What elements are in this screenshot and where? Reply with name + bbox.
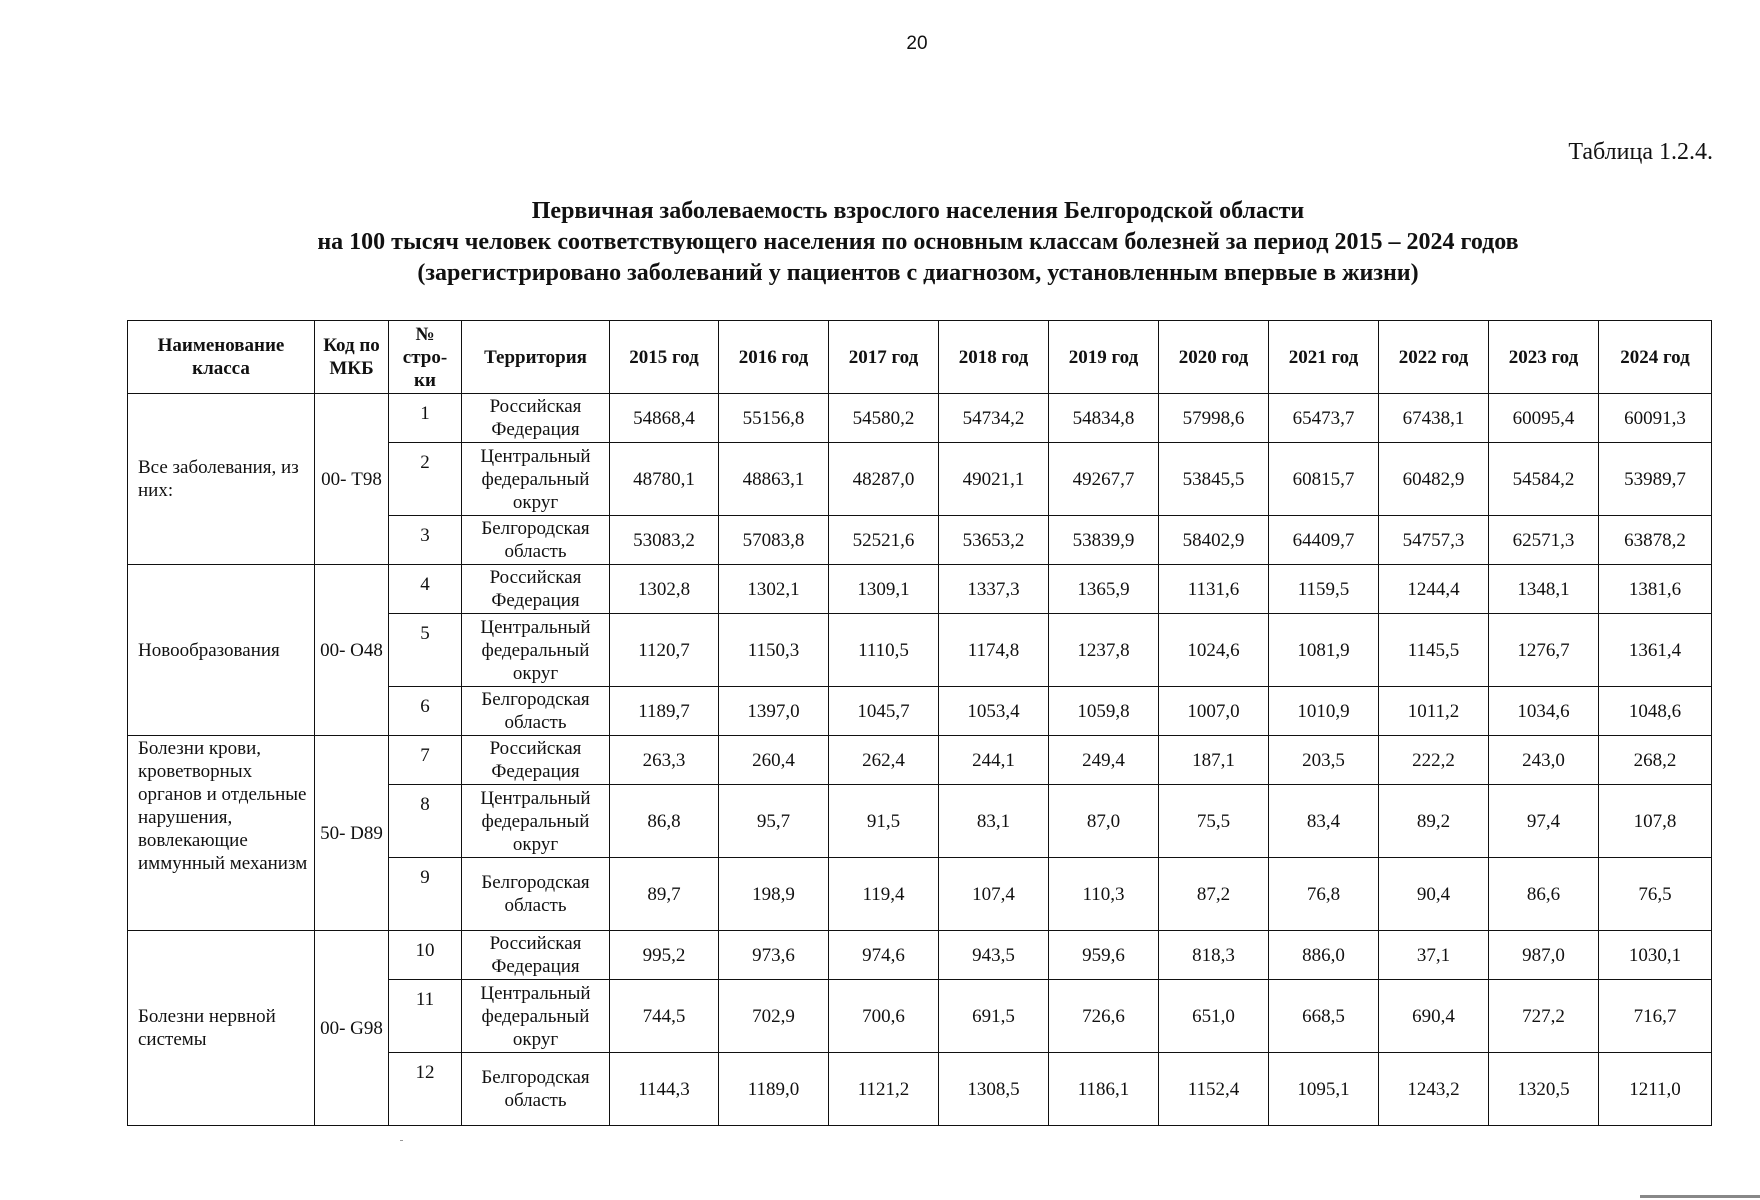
scan-artifact: [400, 1140, 403, 1141]
row-number-cell: 12: [389, 1053, 462, 1126]
value-cell: 75,5: [1159, 785, 1269, 858]
value-cell: 203,5: [1269, 736, 1379, 785]
value-cell: 1276,7: [1489, 614, 1599, 687]
header-year: 2019 год: [1049, 321, 1159, 394]
value-cell: 60095,4: [1489, 394, 1599, 443]
header-year: 2021 год: [1269, 321, 1379, 394]
value-cell: 818,3: [1159, 931, 1269, 980]
value-cell: 1144,3: [610, 1053, 719, 1126]
value-cell: 249,4: [1049, 736, 1159, 785]
value-cell: 1308,5: [939, 1053, 1049, 1126]
value-cell: 87,0: [1049, 785, 1159, 858]
territory-cell: Центральный федеральный округ: [462, 614, 610, 687]
value-cell: 716,7: [1599, 980, 1712, 1053]
header-code: Код по МКБ: [315, 321, 389, 394]
table-label: Таблица 1.2.4.: [1568, 139, 1713, 165]
value-cell: 702,9: [719, 980, 829, 1053]
value-cell: 1309,1: [829, 565, 939, 614]
row-number-cell: 6: [389, 687, 462, 736]
icd-code-cell: 00- О48: [315, 565, 389, 736]
header-year: 2018 год: [939, 321, 1049, 394]
row-number-cell: 5: [389, 614, 462, 687]
value-cell: 1131,6: [1159, 565, 1269, 614]
value-cell: 726,6: [1049, 980, 1159, 1053]
row-number-cell: 1: [389, 394, 462, 443]
territory-cell: Российская Федерация: [462, 736, 610, 785]
table-body: [128, 394, 1712, 1126]
value-cell: 198,9: [719, 858, 829, 931]
value-cell: 744,5: [610, 980, 719, 1053]
value-cell: 1361,4: [1599, 614, 1712, 687]
value-cell: 727,2: [1489, 980, 1599, 1053]
value-cell: 1150,3: [719, 614, 829, 687]
value-cell: 48863,1: [719, 443, 829, 516]
value-cell: 62571,3: [1489, 516, 1599, 565]
value-cell: 1059,8: [1049, 687, 1159, 736]
value-cell: 1381,6: [1599, 565, 1712, 614]
header-class-name: Наименование класса: [128, 321, 315, 394]
value-cell: 243,0: [1489, 736, 1599, 785]
value-cell: 53845,5: [1159, 443, 1269, 516]
value-cell: 1030,1: [1599, 931, 1712, 980]
value-cell: 87,2: [1159, 858, 1269, 931]
value-cell: 97,4: [1489, 785, 1599, 858]
class-name-cell: Болезни нервной системы: [128, 931, 315, 1126]
value-cell: 1034,6: [1489, 687, 1599, 736]
header-year: 2015 год: [610, 321, 719, 394]
territory-cell: Российская Федерация: [462, 394, 610, 443]
value-cell: 119,4: [829, 858, 939, 931]
value-cell: 107,4: [939, 858, 1049, 931]
value-cell: 76,5: [1599, 858, 1712, 931]
morbidity-table: [127, 320, 1712, 1126]
row-number-cell: 9: [389, 858, 462, 931]
value-cell: 1007,0: [1159, 687, 1269, 736]
title-line-3: (зарегистрировано заболеваний у пациентов с диагнозом, установленным впервые в жизни): [417, 260, 1419, 286]
value-cell: 1110,5: [829, 614, 939, 687]
value-cell: 60091,3: [1599, 394, 1712, 443]
value-cell: 1024,6: [1159, 614, 1269, 687]
value-cell: 58402,9: [1159, 516, 1269, 565]
header-territory: Территория: [462, 321, 610, 394]
value-cell: 55156,8: [719, 394, 829, 443]
territory-cell: Белгородская область: [462, 687, 610, 736]
value-cell: 1053,4: [939, 687, 1049, 736]
value-cell: 53989,7: [1599, 443, 1712, 516]
value-cell: 86,6: [1489, 858, 1599, 931]
value-cell: 53653,2: [939, 516, 1049, 565]
value-cell: 1011,2: [1379, 687, 1489, 736]
value-cell: 690,4: [1379, 980, 1489, 1053]
value-cell: 54580,2: [829, 394, 939, 443]
value-cell: 48780,1: [610, 443, 719, 516]
icd-code-cell: 00- G98: [315, 931, 389, 1126]
row-number-cell: 11: [389, 980, 462, 1053]
table-row: [128, 736, 1712, 785]
value-cell: 263,3: [610, 736, 719, 785]
territory-cell: Белгородская область: [462, 1053, 610, 1126]
value-cell: 1244,4: [1379, 565, 1489, 614]
class-name-cell: Болезни крови, кроветворных органов и отдельные нарушения, вовлекающие иммунный механизм: [128, 736, 315, 931]
value-cell: 54584,2: [1489, 443, 1599, 516]
value-cell: 987,0: [1489, 931, 1599, 980]
value-cell: 1045,7: [829, 687, 939, 736]
row-number-cell: 2: [389, 443, 462, 516]
row-number-cell: 8: [389, 785, 462, 858]
value-cell: 1302,8: [610, 565, 719, 614]
header-year: 2023 год: [1489, 321, 1599, 394]
value-cell: 65473,7: [1269, 394, 1379, 443]
header-year: 2022 год: [1379, 321, 1489, 394]
value-cell: 262,4: [829, 736, 939, 785]
value-cell: 1320,5: [1489, 1053, 1599, 1126]
value-cell: 1152,4: [1159, 1053, 1269, 1126]
value-cell: 886,0: [1269, 931, 1379, 980]
territory-cell: Белгородская область: [462, 516, 610, 565]
value-cell: 110,3: [1049, 858, 1159, 931]
header-row-no: № стро- ки: [389, 321, 462, 394]
value-cell: 651,0: [1159, 980, 1269, 1053]
value-cell: 37,1: [1379, 931, 1489, 980]
value-cell: 67438,1: [1379, 394, 1489, 443]
value-cell: 260,4: [719, 736, 829, 785]
value-cell: 187,1: [1159, 736, 1269, 785]
value-cell: 86,8: [610, 785, 719, 858]
header-year: 2024 год: [1599, 321, 1712, 394]
value-cell: 60815,7: [1269, 443, 1379, 516]
value-cell: 83,4: [1269, 785, 1379, 858]
territory-cell: Центральный федеральный округ: [462, 980, 610, 1053]
value-cell: 1365,9: [1049, 565, 1159, 614]
value-cell: 995,2: [610, 931, 719, 980]
table-row: [128, 394, 1712, 443]
table-title: [127, 196, 1709, 289]
value-cell: 57083,8: [719, 516, 829, 565]
value-cell: 64409,7: [1269, 516, 1379, 565]
value-cell: 90,4: [1379, 858, 1489, 931]
value-cell: 57998,6: [1159, 394, 1269, 443]
value-cell: 1211,0: [1599, 1053, 1712, 1126]
value-cell: 1186,1: [1049, 1053, 1159, 1126]
value-cell: 1337,3: [939, 565, 1049, 614]
value-cell: 1348,1: [1489, 565, 1599, 614]
table-row: [128, 565, 1712, 614]
value-cell: 89,7: [610, 858, 719, 931]
value-cell: 691,5: [939, 980, 1049, 1053]
value-cell: 53083,2: [610, 516, 719, 565]
table-row: [128, 931, 1712, 980]
class-name-cell: Все заболевания, из них:: [128, 394, 315, 565]
value-cell: 60482,9: [1379, 443, 1489, 516]
page-number: 20: [906, 33, 928, 54]
value-cell: 1189,0: [719, 1053, 829, 1126]
value-cell: 89,2: [1379, 785, 1489, 858]
value-cell: 1243,2: [1379, 1053, 1489, 1126]
value-cell: 1189,7: [610, 687, 719, 736]
title-line-1: Первичная заболеваемость взрослого населения Белгородской области: [531, 198, 1305, 224]
value-cell: 49267,7: [1049, 443, 1159, 516]
header-year: 2020 год: [1159, 321, 1269, 394]
territory-cell: Российская Федерация: [462, 565, 610, 614]
value-cell: 1095,1: [1269, 1053, 1379, 1126]
class-name-cell: Новообразования: [128, 565, 315, 736]
territory-cell: Белгородская область: [462, 858, 610, 931]
value-cell: 1120,7: [610, 614, 719, 687]
value-cell: 1302,1: [719, 565, 829, 614]
value-cell: 48287,0: [829, 443, 939, 516]
value-cell: 959,6: [1049, 931, 1159, 980]
value-cell: 52521,6: [829, 516, 939, 565]
value-cell: 107,8: [1599, 785, 1712, 858]
value-cell: 49021,1: [939, 443, 1049, 516]
icd-code-cell: 00- Т98: [315, 394, 389, 565]
icd-code-cell: 50- D89: [315, 736, 389, 931]
value-cell: 1048,6: [1599, 687, 1712, 736]
value-cell: 244,1: [939, 736, 1049, 785]
value-cell: 268,2: [1599, 736, 1712, 785]
value-cell: 973,6: [719, 931, 829, 980]
value-cell: 943,5: [939, 931, 1049, 980]
row-number-cell: 10: [389, 931, 462, 980]
value-cell: 91,5: [829, 785, 939, 858]
value-cell: 1174,8: [939, 614, 1049, 687]
territory-cell: Центральный федеральный округ: [462, 443, 610, 516]
territory-cell: Российская Федерация: [462, 931, 610, 980]
value-cell: 1237,8: [1049, 614, 1159, 687]
row-number-cell: 7: [389, 736, 462, 785]
value-cell: 95,7: [719, 785, 829, 858]
header-year: 2016 год: [719, 321, 829, 394]
value-cell: 1397,0: [719, 687, 829, 736]
value-cell: 700,6: [829, 980, 939, 1053]
value-cell: 974,6: [829, 931, 939, 980]
title-line-2: на 100 тысяч человек соответствующего населения по основным классам болезней за период 2015 – 2024 годов: [317, 229, 1519, 255]
scan-edge-line: [1640, 1195, 1760, 1198]
value-cell: 54834,8: [1049, 394, 1159, 443]
value-cell: 83,1: [939, 785, 1049, 858]
value-cell: 54734,2: [939, 394, 1049, 443]
header-row: [128, 321, 1712, 394]
value-cell: 1159,5: [1269, 565, 1379, 614]
row-number-cell: 3: [389, 516, 462, 565]
value-cell: 222,2: [1379, 736, 1489, 785]
row-number-cell: 4: [389, 565, 462, 614]
value-cell: 54868,4: [610, 394, 719, 443]
value-cell: 668,5: [1269, 980, 1379, 1053]
value-cell: 63878,2: [1599, 516, 1712, 565]
header-year: 2017 год: [829, 321, 939, 394]
value-cell: 1081,9: [1269, 614, 1379, 687]
value-cell: 54757,3: [1379, 516, 1489, 565]
value-cell: 53839,9: [1049, 516, 1159, 565]
value-cell: 1121,2: [829, 1053, 939, 1126]
value-cell: 1010,9: [1269, 687, 1379, 736]
value-cell: 1145,5: [1379, 614, 1489, 687]
territory-cell: Центральный федеральный округ: [462, 785, 610, 858]
value-cell: 76,8: [1269, 858, 1379, 931]
